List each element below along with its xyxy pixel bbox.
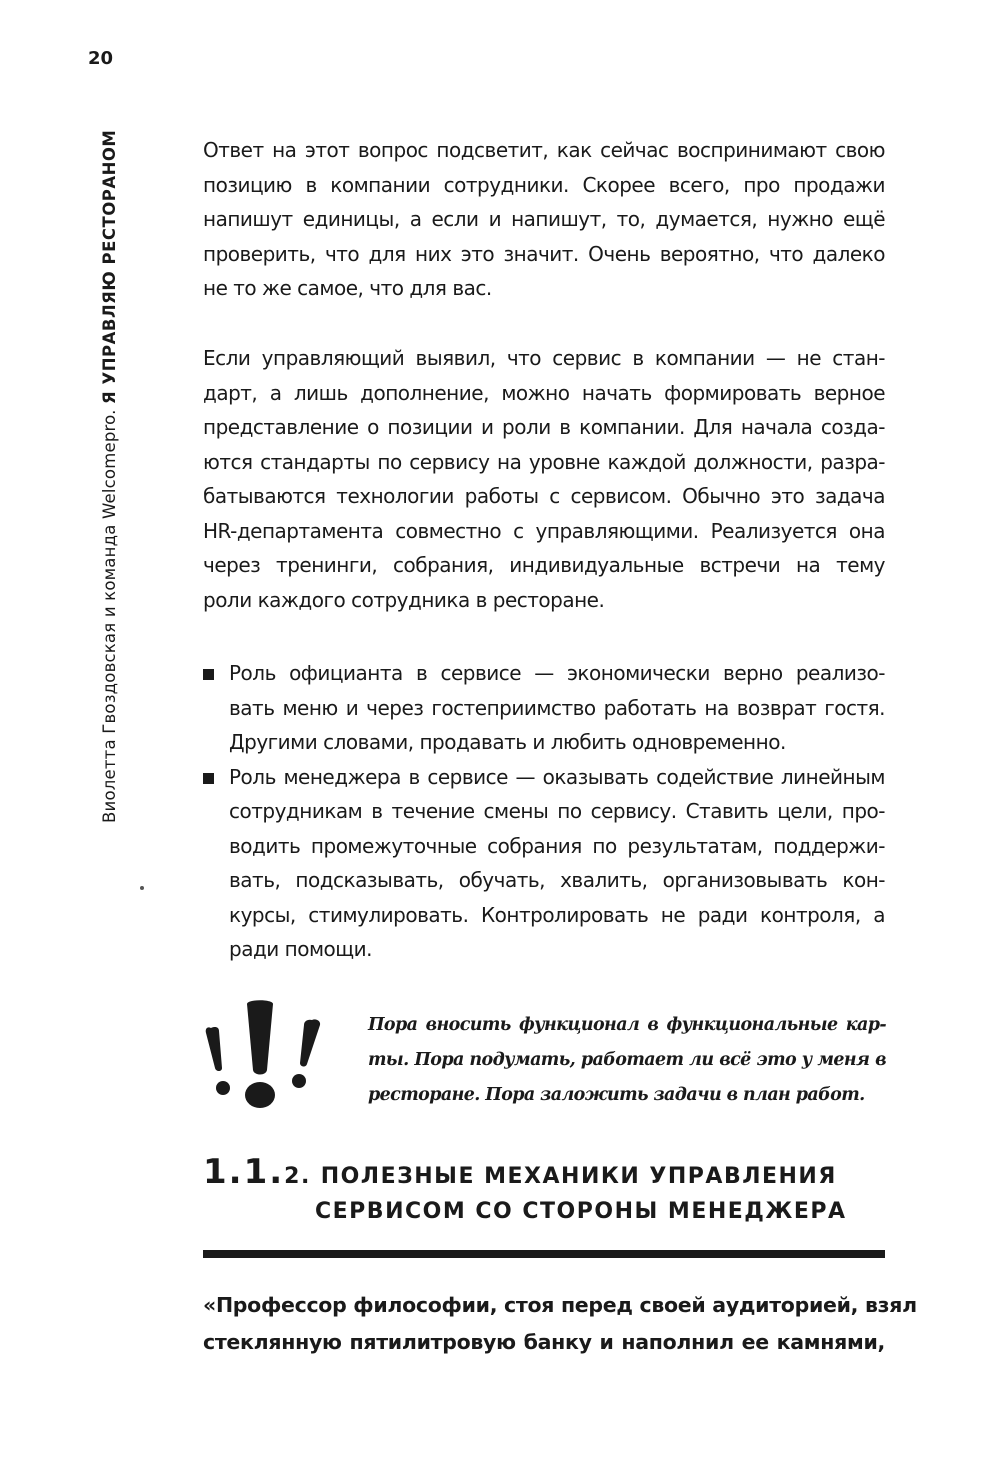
section-heading — [203, 1152, 885, 1232]
running-head-title: Я УПРАВЛЯЮ РЕСТОРАНОМ — [100, 129, 119, 404]
quote-line: «Профессор философии, стоя перед своей аудиторией, взял — [203, 1293, 917, 1317]
paragraph-line: представление о позиции и роли в компании. Для начала созда- — [203, 415, 885, 439]
paragraph-line: HR-департамента совместно с управляющими. Реализуется она — [203, 518, 885, 543]
section-title-line-2: СЕРВИСОМ СО СТОРОНЫ МЕНЕДЖЕРА — [315, 1199, 847, 1224]
bullet-line: сотрудникам в течение смены по сервису. Ставить цели, про- — [229, 799, 885, 823]
callout-line: ты. Пора подумать, работает ли всё это у меня в — [368, 1050, 886, 1070]
paragraph-2 — [203, 341, 885, 617]
bullet-line: Роль официанта в сервисе — экономически верно реализо- — [229, 661, 885, 685]
running-head-author: Виолетта Гвоздовская и команда Welcomepro. — [100, 409, 119, 823]
section-number: 1.1. — [203, 1152, 285, 1192]
section-divider — [203, 1250, 885, 1258]
bullet-item-manager — [203, 760, 885, 967]
bullet-line: вать, подсказывать, обучать, хвалить, организовывать кон- — [229, 868, 885, 892]
paragraph-line: дарт, а лишь дополнение, можно начать формировать верное — [203, 380, 885, 405]
bullet-item-waiter — [203, 656, 885, 760]
paragraph-line: ются стандарты по сервису на уровне каждой должности, разра- — [203, 449, 885, 474]
square-bullet-icon — [203, 773, 214, 784]
bullet-line: водить промежуточные собрания по результатам, поддержи- — [229, 833, 885, 858]
paragraph-line: Если управляющий выявил, что сервис в компании — не стан- — [203, 346, 885, 370]
paragraph-line: не то же самое, что для вас. — [203, 276, 492, 300]
running-head — [96, 129, 124, 823]
paragraph-line: роли каждого сотрудника в ресторане. — [203, 587, 605, 612]
exclamation-marks-icon — [203, 998, 333, 1114]
paragraph-line: Ответ на этот вопрос подсветит, как сейчас воспринимают свою — [203, 138, 885, 162]
callout-text — [368, 1008, 886, 1113]
bullet-line: ради помощи. — [229, 937, 372, 961]
section-title-line-1: ПОЛЕЗНЫЕ МЕХАНИКИ УПРАВЛЕНИЯ — [320, 1164, 837, 1189]
bullet-list — [203, 656, 885, 967]
print-speck — [140, 886, 144, 890]
bullet-line: курсы, стимулировать. Контролировать не ради контроля, а — [229, 902, 885, 927]
section-subnumber: 2. — [284, 1164, 311, 1189]
callout-line: Пора вносить функционал в функциональные кар- — [368, 1015, 886, 1035]
square-bullet-icon — [203, 669, 214, 680]
bullet-line: Роль менеджера в сервисе — оказывать содействие линейным — [229, 764, 885, 789]
paragraph-line: напишут единицы, а если и напишут, то, думается, нужно ещё — [203, 207, 885, 231]
page-number: 20 — [88, 48, 114, 69]
bullet-line: вать меню и через гостеприимство работать на возврат гостя. — [229, 695, 885, 720]
quote-line: стеклянную пятилитровую банку и наполнил ее камнями, — [203, 1329, 885, 1354]
quote-paragraph — [203, 1287, 917, 1360]
paragraph-line: проверить, что для них это значит. Очень вероятно, что далеко — [203, 241, 885, 266]
paragraph-line: через тренинги, собрания, индивидуальные встречи на тему — [203, 553, 885, 577]
paragraph-line: позицию в компании сотрудники. Скорее всего, про продажи — [203, 172, 885, 197]
paragraph-1 — [203, 133, 885, 306]
bullet-line: Другими словами, продавать и любить одновременно. — [229, 730, 786, 754]
paragraph-line: батываются технологии работы с сервисом. Обычно это задача — [203, 484, 885, 508]
callout-line: ресторане. Пора заложить задачи в план работ. — [368, 1085, 865, 1105]
